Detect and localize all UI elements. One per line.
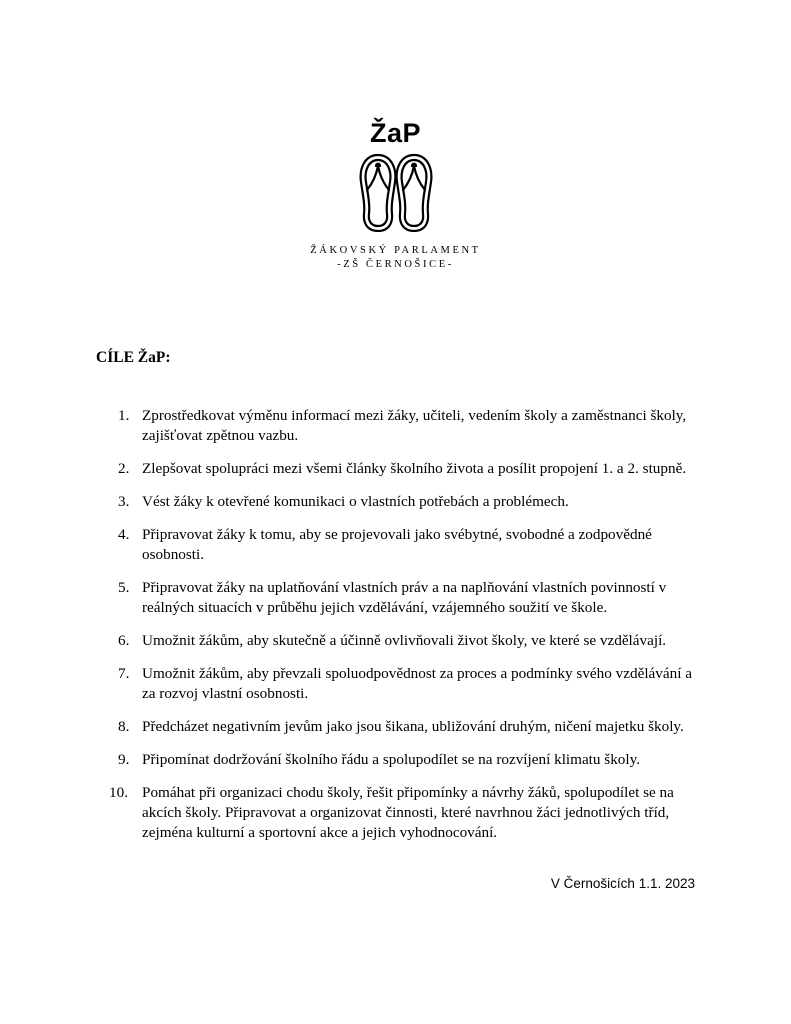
place-date: V Černošicích 1.1. 2023 [550, 876, 695, 891]
item-number: 4. [118, 526, 130, 543]
list-item [118, 750, 708, 770]
list-item [118, 578, 708, 618]
item-number: 2. [118, 460, 130, 477]
list-item [118, 525, 708, 565]
list-item [118, 664, 708, 704]
item-number: 8. [118, 718, 130, 735]
item-number: 9. [118, 751, 130, 768]
item-text: Vést žáky k otevřené komunikaci o vlastních potřebách a problémech. [142, 493, 569, 510]
item-number: 7. [118, 665, 130, 682]
logo-subtitle: ŽÁKOVSKÝ PARLAMENT [310, 245, 481, 256]
item-text: Předcházet negativním jevům jako jsou šikana, ubližování druhým, ničení majetku školy. [142, 718, 684, 735]
item-text: Pomáhat při organizaci chodu školy, řešit připomínky a návrhy žáků, spolupodílet se na akcích školy. Připravovat a organizovat činnosti, které navrhnou žáci jednotlivých tříd, zejména kulturní a sportovní akce a jejich vyhodnocování. [142, 784, 674, 841]
item-number: 1. [118, 407, 130, 424]
list-item [118, 717, 708, 737]
item-text: Umožnit žákům, aby převzali spoluodpovědnost za proces a podmínky svého vzdělávání a za rozvoj vlastní osobnosti. [142, 665, 692, 702]
item-number: 3. [118, 493, 130, 510]
item-text: Připravovat žáky k tomu, aby se projevovali jako svébytné, svobodné a zodpovědné osobnosti. [142, 526, 652, 563]
logo-subtitle-school: -ZŠ ČERNOŠICE- [337, 259, 454, 270]
item-text: Připomínat dodržování školního řádu a spolupodílet se na rozvíjení klimatu školy. [142, 751, 641, 768]
list-item [109, 783, 708, 843]
item-number: 5. [118, 579, 130, 596]
list-item [118, 492, 708, 512]
flip-flops-icon [356, 152, 436, 232]
page-heading: CÍLE ŽaP: [96, 349, 171, 366]
list-item [118, 631, 708, 651]
item-number: 6. [118, 632, 130, 649]
goals-list [109, 406, 708, 856]
item-number: 10. [109, 784, 128, 801]
logo-title: ŽaP [369, 118, 422, 148]
logo [0, 118, 791, 272]
item-text: Zprostředkovat výměnu informací mezi žáky, učiteli, vedením školy a zaměstnanci školy, zajišťovat zpětnou vazbu. [142, 407, 687, 444]
item-text: Umožnit žákům, aby skutečně a účinně ovlivňovali život školy, ve které se vzdělávají. [142, 632, 667, 649]
item-text: Připravovat žáky na uplatňování vlastních práv a na naplňování vlastních povinností v reálných situacích v průběhu jejich vzdělávání, vzájemného soužití ve škole. [142, 579, 667, 616]
list-item [118, 459, 708, 479]
item-text: Zlepšovat spolupráci mezi všemi články školního života a posílit propojení 1. a 2. stupně. [142, 460, 687, 477]
list-item [118, 406, 708, 446]
